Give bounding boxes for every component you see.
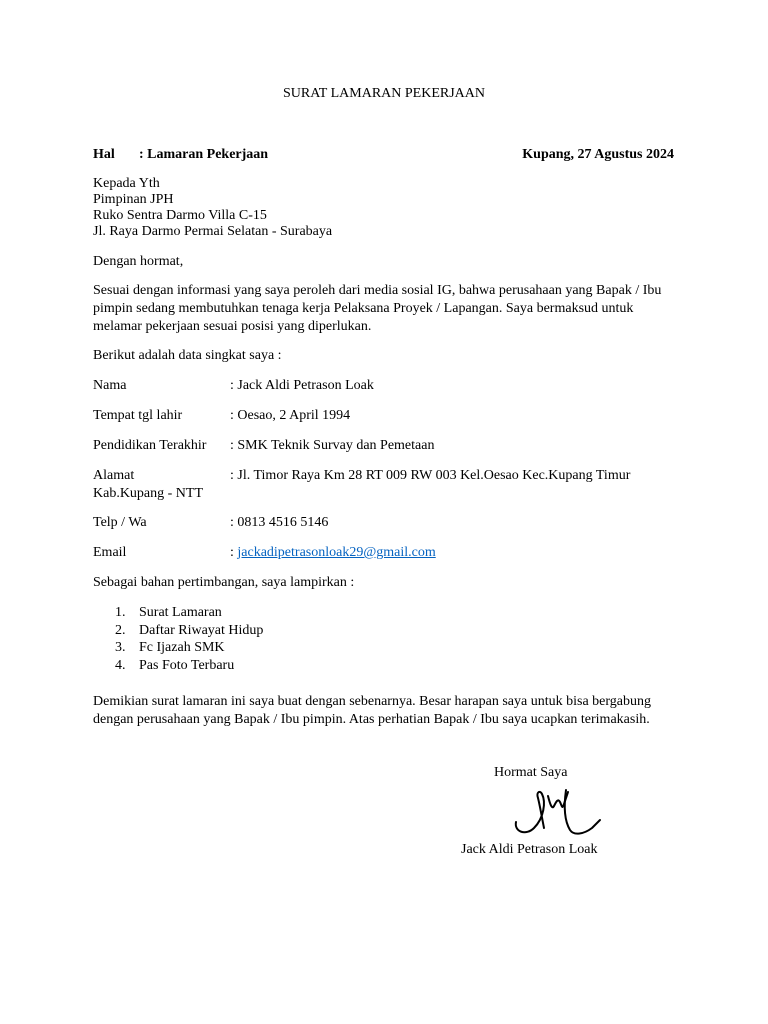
attachment-number: 4. [115, 658, 126, 673]
signature-name: Jack Aldi Petrason Loak [461, 842, 598, 857]
handwritten-signature [512, 784, 604, 840]
email-link[interactable]: jackadipetrasonloak29@gmail.com [237, 545, 436, 560]
attachment-item: Pas Foto Terbaru [139, 658, 235, 673]
name-label: Nama [93, 378, 127, 393]
intro-line-2: pimpin sedang membutuhkan tenaga kerja Pelaksana Proyek / Lapangan. Saya bermaksud untuk [93, 301, 634, 316]
attachment-item: Fc Ijazah SMK [139, 640, 225, 655]
name-value: : Jack Aldi Petrason Loak [230, 378, 374, 393]
data-intro: Berikut adalah data singkat saya : [93, 348, 282, 363]
address-label: Alamat [93, 468, 135, 483]
attachment-number: 1. [115, 605, 126, 620]
phone-label: Telp / Wa [93, 515, 147, 530]
greeting: Dengan hormat, [93, 254, 184, 269]
attachment-number: 3. [115, 640, 126, 655]
email-colon: : [230, 545, 238, 560]
closing-line-2: dengan perusahaan yang Bapak / Ibu pimpin. Atas perhatian Bapak / Ibu saya ucapkan terimakasih. [93, 712, 650, 727]
recipient-line-4: Jl. Raya Darmo Permai Selatan - Surabaya [93, 224, 333, 239]
birth-label: Tempat tgl lahir [93, 408, 183, 423]
attachment-item: Daftar Riwayat Hidup [139, 623, 264, 638]
attachment-number: 2. [115, 623, 126, 638]
attachments-intro: Sebagai bahan pertimbangan, saya lampirkan : [93, 575, 355, 590]
education-value: : SMK Teknik Survay dan Pemetaan [230, 438, 435, 453]
signature-salutation: Hormat Saya [494, 765, 568, 780]
address-value: : Jl. Timor Raya Km 28 RT 009 RW 003 Kel.Oesao Kec.Kupang Timur [230, 468, 631, 483]
intro-line-1: Sesuai dengan informasi yang saya peroleh dari media sosial IG, bahwa perusahaan yang Bapak / Ibu [93, 283, 662, 298]
hal-label: Hal [93, 147, 115, 162]
recipient-line-3: Ruko Sentra Darmo Villa C-15 [93, 208, 267, 223]
recipient-line-1: Kepada Yth [93, 176, 160, 191]
address-continuation: Kab.Kupang - NTT [93, 486, 204, 501]
birth-value: : Oesao, 2 April 1994 [230, 408, 351, 423]
letter-title: SURAT LAMARAN PEKERJAAN [283, 86, 485, 101]
closing-line-1: Demikian surat lamaran ini saya buat dengan sebenarnya. Besar harapan saya untuk bisa bergabung [93, 694, 651, 709]
attachment-item: Surat Lamaran [139, 605, 222, 620]
hal-value: : Lamaran Pekerjaan [139, 147, 269, 162]
email-label: Email [93, 545, 127, 560]
place-date: Kupang, 27 Agustus 2024 [522, 147, 674, 162]
education-label: Pendidikan Terakhir [93, 438, 207, 453]
phone-value: : 0813 4516 5146 [230, 515, 329, 530]
recipient-line-2: Pimpinan JPH [93, 192, 174, 207]
intro-line-3: melamar pekerjaan sesuai posisi yang diperlukan. [93, 319, 372, 334]
email-row [230, 545, 436, 562]
